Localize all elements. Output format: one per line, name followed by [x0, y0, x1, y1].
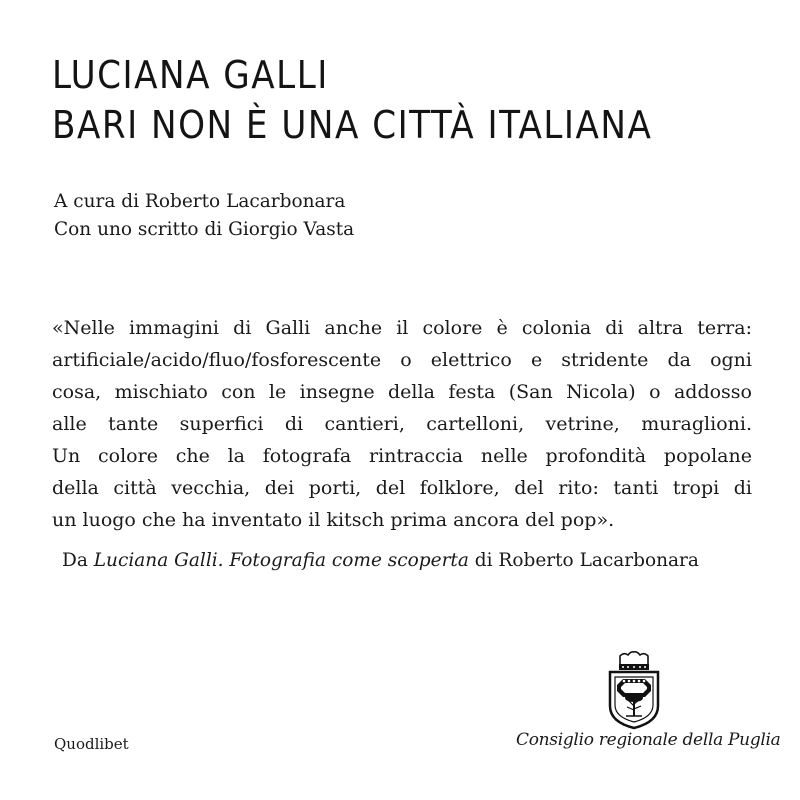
quote-line: alle tante superfici di cantieri, cartelloni, vetrine, muraglioni.	[52, 413, 752, 435]
source-suffix: di Roberto Lacarbonara	[474, 550, 699, 571]
quote-line: artificiale/acido/fluo/fosforescente o elettrico e stridente da ogni	[52, 349, 752, 371]
quote-line: della città vecchia, dei porti, del folklore, del rito: tanti tropi di	[52, 477, 752, 499]
book-title	[52, 50, 652, 150]
quote-source	[62, 546, 699, 576]
quote-line: cosa, mischiato con le insegne della festa (San Nicola) o addosso	[52, 381, 752, 403]
credit-editor: A cura di Roberto Lacarbonara	[54, 191, 346, 212]
quote-line: Un colore che la fotografa rintraccia nelle profondità popolane	[52, 445, 752, 467]
council-name: Consiglio regionale della Puglia	[516, 730, 781, 750]
title-author: LUCIANA GALLI	[52, 53, 329, 97]
credits	[54, 188, 354, 244]
quote-line: «Nelle immagini di Galli anche il colore è colonia di altra terra:	[52, 317, 752, 339]
source-prefix: Da	[62, 550, 88, 571]
title-name: BARI NON È UNA CITTÀ ITALIANA	[52, 103, 653, 147]
source-work: Luciana Galli. Fotografia come scoperta	[93, 550, 469, 571]
regional-coat-of-arms-icon	[606, 650, 662, 730]
quote-line: un luogo che ha inventato il kitsch prima ancora del pop».	[52, 509, 615, 531]
quote	[52, 312, 752, 536]
credit-writer: Con uno scritto di Giorgio Vasta	[54, 219, 355, 240]
publisher-name: Quodlibet	[54, 735, 129, 753]
